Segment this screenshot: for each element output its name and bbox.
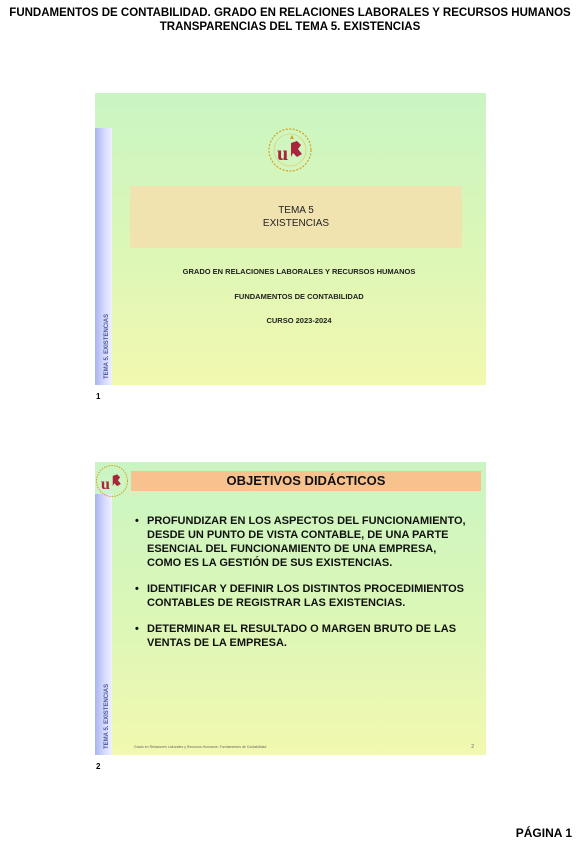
side-bar-label: TEMA 5. EXISTENCIAS: [104, 313, 110, 379]
bullet-icon: •: [135, 623, 139, 635]
objective-text: DETERMINAR EL RESULTADO O MARGEN BRUTO DE LAS VENTAS DE LA EMPRESA.: [147, 623, 457, 649]
university-seal-logo: [267, 127, 313, 173]
page-header: [0, 6, 580, 34]
list-item: [135, 514, 470, 570]
page-number: PÁGINA 1: [515, 826, 572, 840]
objective-text: IDENTIFICAR Y DEFINIR LOS DISTINTOS PROCEDIMIENTOS CONTABLES DE REGISTRAR LAS EXISTENCIAS.: [147, 583, 464, 609]
course-label: FUNDAMENTOS DE CONTABILIDAD: [234, 292, 364, 301]
slide-footer-text: Grado en Relaciones Laborales y Recursos Humanos. Fundamentos de Contabilidad: [134, 745, 267, 749]
slide-number-1: 1: [96, 392, 101, 401]
slide-number-2: 2: [96, 762, 101, 771]
header-line-2: TRANSPARENCIAS DEL TEMA 5. EXISTENCIAS: [159, 21, 421, 33]
year-label: CURSO 2023-2024: [266, 316, 332, 325]
slide-1: [95, 93, 486, 385]
header-line-1: FUNDAMENTOS DE CONTABILIDAD. GRADO EN RELACIONES LABORALES Y RECURSOS HUMANOS: [9, 7, 571, 19]
side-bar: [95, 494, 112, 755]
topic-title: EXISTENCIAS: [262, 218, 330, 229]
degree-label: GRADO EN RELACIONES LABORALES Y RECURSOS HUMANOS: [182, 267, 416, 276]
list-item: [135, 582, 470, 610]
objectives-title: OBJETIVOS DIDÁCTICOS: [131, 471, 481, 491]
list-item: [135, 622, 470, 650]
svg-text:u: u: [277, 143, 289, 165]
svg-text:u: u: [100, 475, 110, 494]
slide-inner-number: 2: [471, 744, 474, 750]
side-bar-label: TEMA 5. EXISTENCIAS: [104, 683, 110, 749]
university-seal-logo: [95, 464, 129, 498]
topic-number: TEMA 5: [278, 205, 314, 216]
bullet-icon: •: [135, 583, 139, 595]
objectives-list: [135, 514, 470, 662]
slide-2: [95, 462, 486, 755]
objective-text: PROFUNDIZAR EN LOS ASPECTOS DEL FUNCIONAMIENTO, DESDE UN PUNTO DE VISTA CONTABLE, DE UNA PARTE ESENCIAL DEL FUNCIONAMIENTO DE UNA EMPRESA, COMO ES LA GESTIÓN DE SUS EXISTENCIAS.: [147, 515, 466, 569]
side-bar: [95, 128, 112, 385]
bullet-icon: •: [135, 515, 139, 527]
title-box: [130, 186, 462, 248]
